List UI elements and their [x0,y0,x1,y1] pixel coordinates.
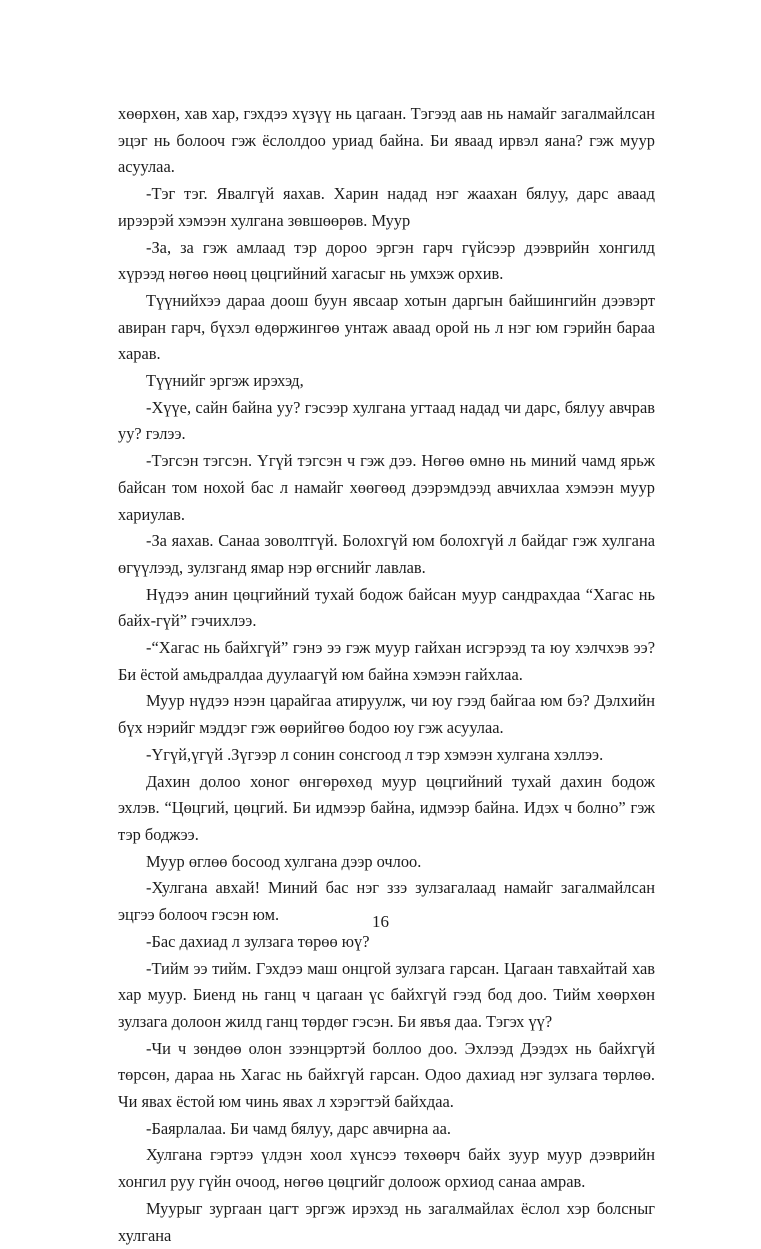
paragraph: -Хүүе, сайн байна уу? гэсээр хулгана угтаад надад чи дарс, бялуу авчрав уу? гэлээ. [118,397,655,444]
paragraph: -Бас дахиад л зулзага төрөө юү? [146,931,370,951]
paragraph: -Чи ч зөндөө олон зээнцэртэй боллоо доо. Эхлээд Дээдэх нь байхгүй төрсөн, дараа нь Хагас нь байхгүй гарсан. Одоо дахиад нэг зулзага төрлөө. Чи явах ёстой юм чинь явах л хэрэгтэй байхдаа. [118,1038,655,1112]
page-number: 16 [372,912,389,931]
paragraph: -Тийм ээ тийм. Гэхдээ маш онцгой зулзага гарсан. Цагаан тавхайтай хав хар муур. Биенд нь ганц ч цагаан үс байхгүй гээд бод доо. Тийм хөөрхөн зулзага долоон жилд ганц төрдөг гэсэн. Би явъя даа. Тэгэх үү? [118,958,655,1031]
paragraph: Дахин долоо хоног өнгөрөхөд муур цөцгийний тухай дахин бодож эхлэв. “Цөцгий, цөцгий. Би идмээр байна, идмээр байна. Идэх ч болно” гэж тэр боджээ. [118,771,655,844]
paragraph: -За, за гэж амлаад тэр дороо эргэн гарч гүйсээр дээврийн хонгилд хүрээд нөгөө нөөц цөцгийний хагасыг нь умхэж орхив. [118,237,655,284]
paragraph: -Баярлалаа. Би чамд бялуу, дарс авчирна аа. [146,1118,451,1138]
paragraph: -Тэг тэг. Явалгүй яахав. Харин надад нэг жаахан бялуу, дарс аваад ирээрэй хэмээн хулгана зөвшөөрөв. Муур [118,184,655,230]
paragraph: Түүнийхээ дараа доош буун явсаар хотын даргын байшингийн дээвэрт авиран гарч, бүхэл өдөржингөө унтаж аваад орой нь л нэг юм гэрийн бараа харав. [118,290,655,364]
paragraph: -Хулгана авхай! Миний бас нэг ззэ зулзагалаад намайг загалмайлсан эцгээ болооч гэсэн юм. [118,878,655,925]
paragraph: -Үгүй,үгүй .Зүгээр л сонин сонсгоод л тэр хэмээн хулгана хэллээ. [146,744,604,764]
paragraph: хөөрхөн, хав хар, гэхдээ хүзүү нь цагаан. Тэгээд аав нь намайг загалмайлсан эцэг нь болооч гэж ёслолдоо уриад байна. Би яваад ирвэл яана? гэж муур асуулаа. [118,104,655,177]
paragraph: -“Хагас нь байхгүй” гэнэ ээ гэж муур гайхан исгэрээд та юу хэлчхэв ээ? Би ёстой амьдралдаа дуулаагүй юм байна хэмээн гайхлаа. [118,638,655,684]
paragraph: -За яахав. Санаа зоволтгүй. Болохгүй юм болохгүй л байдаг гэж хулгана өгүүлээд, зулзганд ямар нэр өгснийг лавлав. [118,531,655,577]
paragraph: Нүдээ анин цөцгийний тухай бодож байсан муур сандрахдаа “Хагас нь байх-гүй” гэчихлээ. [118,584,655,631]
paragraph: -Тэгсэн тэгсэн. Үгүй тэгсэн ч гэж дээ. Нөгөө өмнө нь миний чамд ярьж байсан том нохой бас л намайг хөөгөөд дээрэмдээд авчихлаа хэмээн муур хариулав. [118,451,655,524]
paragraph: Муур нүдээ нээн царайгаа атируулж, чи юу гээд байгаа юм бэ? Дэлхийн бүх нэрийг мэддэг гэж өөрийгөө бодоо юу гэж асуулаа. [118,691,655,738]
paragraph: Муур өглөө босоод хулгана дээр очлоо. [146,851,422,871]
body-text [118,101,655,1249]
paragraph: Түүнийг эргэж ирэхэд, [146,371,304,391]
paragraph: Муурыг зургаан цагт эргэж ирэхэд нь загалмайлах ёслол хэр болсныг хулгана [118,1198,655,1245]
paragraph: Хулгана гэртээ үлдэн хоол хүнсээ төхөөрч байх зуур муур дээврийн хонгил руу гүйн очоод, нөгөө цөцгийг долоож орхиод санаа амрав. [118,1145,655,1192]
